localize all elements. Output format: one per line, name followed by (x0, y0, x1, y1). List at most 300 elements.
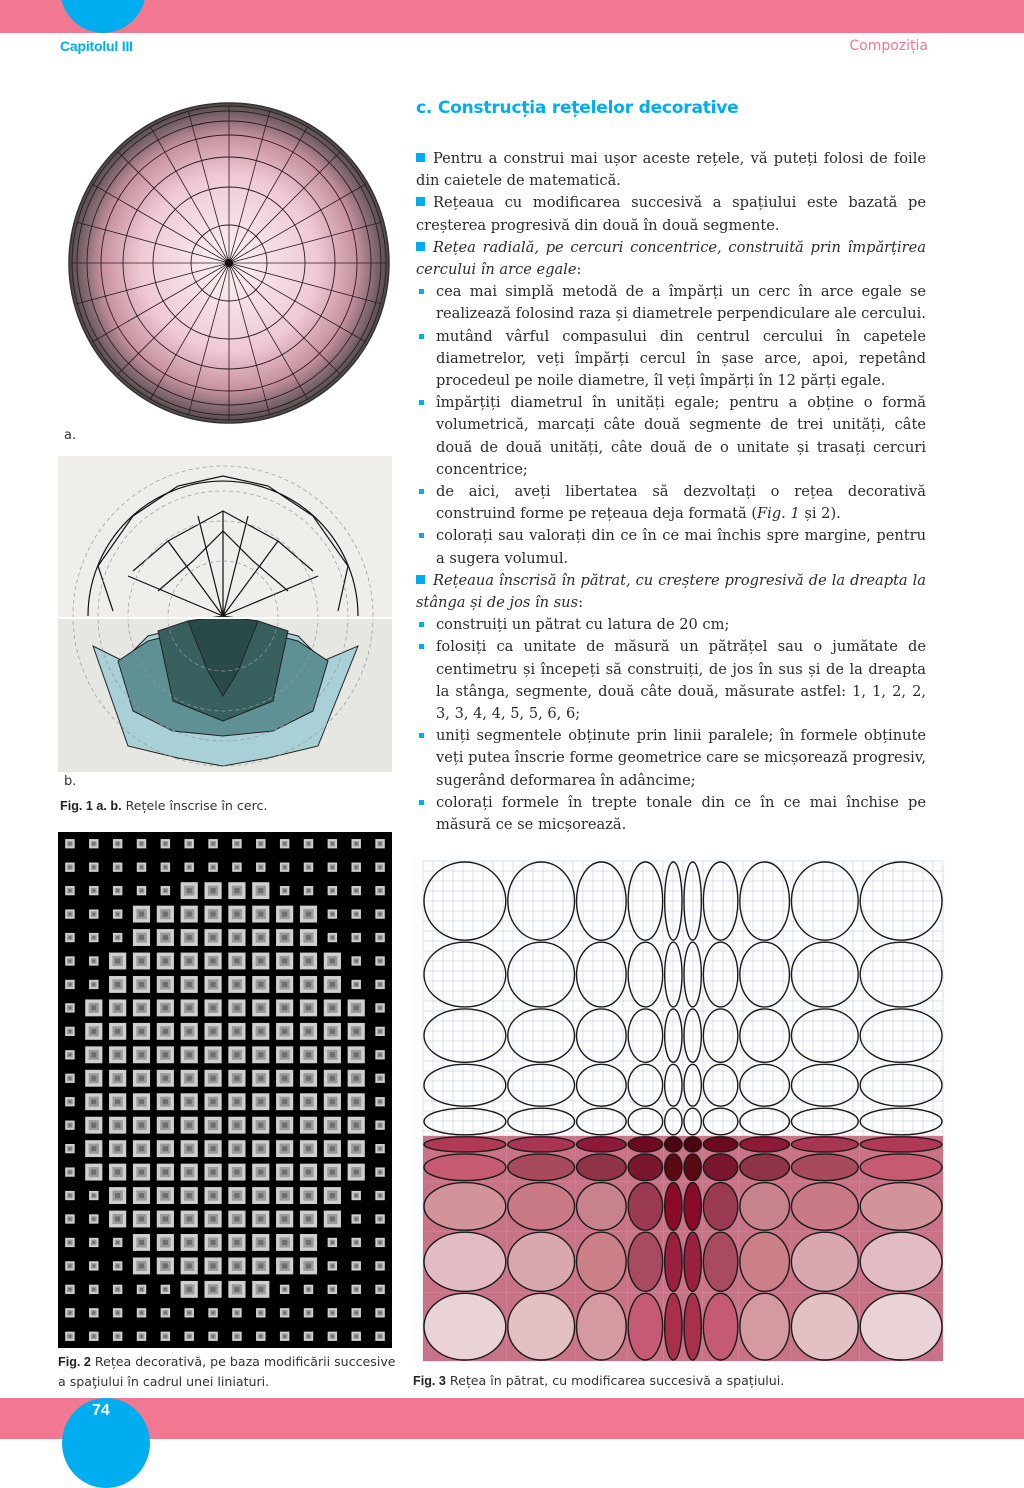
grid-tile-core (92, 1218, 95, 1221)
grid-tile-core (187, 1263, 192, 1268)
grid-tile-core (69, 960, 72, 963)
grid-tile-core (115, 1123, 120, 1128)
grid-tile-core (236, 866, 239, 869)
grid-tile-core (355, 1265, 358, 1268)
grid-tile-core (258, 1240, 263, 1245)
grid-tile-core (307, 866, 310, 869)
grid-tile-core (282, 1099, 287, 1104)
grid-tile-core (210, 1263, 215, 1268)
grid-tile-core (236, 1335, 239, 1338)
grid-tile-core (234, 1263, 239, 1268)
grid-tile-core (379, 1147, 382, 1150)
grid-tile-core (115, 1146, 120, 1151)
grid-tile-core (187, 1005, 192, 1010)
grid-tile-core (234, 1146, 239, 1151)
grid-tile-core (69, 1053, 72, 1056)
grid-ellipse (684, 1293, 701, 1360)
grid-tile-core (355, 960, 358, 963)
grid-tile-core (331, 1241, 334, 1244)
grid-tile-core (187, 1240, 192, 1245)
grid-tile-core (69, 983, 72, 986)
grid-tile-core (258, 1287, 263, 1292)
grid-tile-core (234, 1099, 239, 1104)
figure-1b-geometric-circle (58, 456, 392, 772)
grid-tile-core (379, 960, 382, 963)
grid-tile-core (163, 1263, 168, 1268)
grid-ellipse (791, 1293, 858, 1360)
grid-tile-core (69, 1265, 72, 1268)
figure-3-caption: Fig. 3 Rețea în pătrat, cu modificarea succesivă a spațiului. (413, 1373, 785, 1388)
ellipse-grid-drawing (413, 857, 953, 1365)
grid-tile-core (69, 1288, 72, 1291)
list-item: construiți un pătrat cu latura de 20 cm; (416, 614, 926, 636)
grid-tile-core (92, 866, 95, 869)
grid-tile-core (163, 1216, 168, 1221)
grid-tile-core (331, 842, 334, 845)
grid-tile-core (91, 1146, 96, 1151)
grid-tile-core (331, 1311, 334, 1314)
grid-ellipse (508, 1009, 575, 1062)
grid-tile-core (331, 866, 334, 869)
header-band (0, 0, 1024, 33)
grid-tile-core (210, 1193, 215, 1198)
grid-tile-core (307, 842, 310, 845)
grid-tile-core (139, 935, 144, 940)
grid-ellipse (684, 1009, 701, 1062)
grid-ellipse (684, 1183, 701, 1231)
grid-tile-core (259, 866, 262, 869)
grid-tile-core (258, 1216, 263, 1221)
list-item: cea mai simplă metodă de a împărți un cerc în arce egale se realizează folosind raza și diametrele perpendiculare ale cercului. (416, 281, 926, 325)
grid-ellipse (860, 1154, 942, 1181)
grid-ellipse (628, 1154, 663, 1181)
grid-tile-core (282, 982, 287, 987)
grid-tile-core (306, 1123, 311, 1128)
grid-tile-core (354, 1029, 359, 1034)
grid-tile-core (115, 982, 120, 987)
grid-tile-core (91, 1076, 96, 1081)
grid-tile-core (115, 1193, 120, 1198)
grid-tile-core (379, 1335, 382, 1338)
grid-tile-core (115, 1216, 120, 1221)
grid-tile-core (331, 1288, 334, 1291)
grid-ellipse (684, 1232, 701, 1291)
grid-ellipse (703, 1293, 738, 1360)
grid-tile-core (258, 1099, 263, 1104)
grid-tile-core (210, 1076, 215, 1081)
grid-tile-core (163, 1076, 168, 1081)
grid-tile-core (187, 982, 192, 987)
paragraph: Rețeaua cu modificarea succesivă a spațiului este bazată pe creșterea progresivă din două în două segmente. (416, 194, 926, 234)
grid-tile-core (379, 842, 382, 845)
grid-tile-core (354, 1170, 359, 1175)
grid-tile-core (187, 1052, 192, 1057)
grid-tile-core (282, 1052, 287, 1057)
grid-tile-core (212, 1335, 215, 1338)
grid-tile-core (379, 1218, 382, 1221)
grid-tile-core (379, 889, 382, 892)
grid-ellipse (860, 1009, 942, 1062)
grid-tile-core (258, 912, 263, 917)
body-text (416, 148, 926, 836)
grid-tile-core (163, 1005, 168, 1010)
grid-tile-core (116, 889, 119, 892)
grid-tile-core (234, 1193, 239, 1198)
bullet-icon (419, 622, 424, 627)
figure-1b-label: b. (64, 774, 77, 789)
grid-tile-core (282, 1240, 287, 1245)
grid-tile-core (163, 935, 168, 940)
grid-tile-core (139, 1193, 144, 1198)
grid-tile-core (306, 1052, 311, 1057)
grid-tile-core (354, 1146, 359, 1151)
grid-tile-core (306, 958, 311, 963)
grid-tile-core (258, 1052, 263, 1057)
grid-ellipse (665, 1183, 682, 1231)
grid-tile-core (163, 912, 168, 917)
grid-tile-core (379, 866, 382, 869)
grid-tile-core (69, 1218, 72, 1221)
grid-ellipse (703, 942, 738, 1007)
paragraph: Rețea radială, pe cercuri concentrice, construită prin împărțirea cercului în arce egale: (416, 238, 926, 279)
grid-tile-core (212, 842, 215, 845)
grid-tile-core (116, 842, 119, 845)
grid-tile-core (69, 1241, 72, 1244)
grid-ellipse (740, 1232, 790, 1291)
grid-tile-core (139, 1216, 144, 1221)
grid-tile-core (355, 842, 358, 845)
grid-tile-core (379, 983, 382, 986)
grid-ellipse (703, 1009, 738, 1062)
square-bullet-icon (416, 242, 425, 251)
grid-tile-core (163, 1240, 168, 1245)
grid-tile-core (163, 1123, 168, 1128)
grid-tile-core (139, 1052, 144, 1057)
grid-tile-core (355, 1335, 358, 1338)
grid-tile-core (330, 982, 335, 987)
grid-tile-core (379, 1171, 382, 1174)
grid-tile-core (116, 1311, 119, 1314)
grid-tile-core (188, 842, 191, 845)
grid-tile-core (116, 1265, 119, 1268)
grid-tile-core (330, 1193, 335, 1198)
grid-tile-core (259, 842, 262, 845)
grid-tile-core (116, 1241, 119, 1244)
grid-tile-core (236, 1311, 239, 1314)
grid-ellipse (791, 1137, 858, 1152)
grid-ellipse (665, 942, 682, 1007)
grid-ellipse (740, 1293, 790, 1360)
grid-tile-core (258, 1076, 263, 1081)
grid-tile-core (283, 866, 286, 869)
grid-tile-core (115, 1029, 120, 1034)
grid-tile-core (210, 1216, 215, 1221)
grid-tile-core (210, 1099, 215, 1104)
grid-tile-core (282, 912, 287, 917)
grid-tile-core (69, 1007, 72, 1010)
grid-tile-core (69, 1077, 72, 1080)
grid-tile-core (116, 1288, 119, 1291)
grid-tile-core (282, 1029, 287, 1034)
grid-tile-core (210, 958, 215, 963)
grid-tile-core (306, 1076, 311, 1081)
grid-ellipse (703, 1183, 738, 1231)
grid-ellipse (508, 1232, 575, 1291)
grid-tile-core (115, 1052, 120, 1057)
grid-ellipse (665, 1009, 682, 1062)
grid-ellipse (665, 1154, 682, 1181)
grid-tile-core (306, 912, 311, 917)
grid-tile-core (354, 1123, 359, 1128)
grid-tile-core (139, 1146, 144, 1151)
grid-tile-core (210, 912, 215, 917)
grid-tile-core (164, 1335, 167, 1338)
grid-tile-core (330, 1076, 335, 1081)
grid-tile-core (306, 1170, 311, 1175)
grid-tile-core (379, 1007, 382, 1010)
grid-ellipse (791, 942, 858, 1007)
grid-ellipse (424, 1154, 506, 1181)
grid-tile-core (92, 889, 95, 892)
grid-tile-core (92, 913, 95, 916)
figure-1-caption: Fig. 1 a. b. Rețele înscrise în cerc. (60, 798, 268, 813)
grid-tile-core (92, 1335, 95, 1338)
grid-tile-core (355, 1288, 358, 1291)
grid-ellipse (424, 942, 506, 1007)
grid-ellipse (508, 1183, 575, 1231)
bullet-icon (419, 334, 424, 339)
grid-tile-core (139, 1005, 144, 1010)
grid-ellipse (508, 942, 575, 1007)
bullet-icon (419, 533, 424, 538)
grid-ellipse (665, 1064, 682, 1106)
grid-tile-core (234, 1170, 239, 1175)
grid-tile-core (234, 958, 239, 963)
grid-tile-core (139, 1263, 144, 1268)
bullet-icon (419, 800, 424, 805)
grid-tile-core (355, 889, 358, 892)
grid-tile-core (91, 1052, 96, 1057)
grid-tile-core (259, 1311, 262, 1314)
list-item: de aici, aveți libertatea să dezvoltați o rețea decorativă construind forme pe rețeaua deja formată (Fig. 1 și 2). (416, 481, 926, 525)
grid-tile-core (187, 1123, 192, 1128)
grid-tile-core (140, 1335, 143, 1338)
grid-tile-core (330, 1099, 335, 1104)
grid-tile-core (379, 1124, 382, 1127)
grid-ellipse (577, 1064, 627, 1106)
grid-ellipse (665, 1137, 682, 1152)
bullet-icon (419, 289, 424, 294)
grid-tile-core (258, 935, 263, 940)
grid-tile-core (306, 1029, 311, 1034)
grid-ellipse (791, 1183, 858, 1231)
section-heading: c. Construcția rețelelor decorative (416, 98, 739, 118)
grid-tile-core (307, 889, 310, 892)
grid-tile-core (163, 1029, 168, 1034)
grid-tile-core (379, 1100, 382, 1103)
grid-ellipse (628, 1293, 663, 1360)
grid-tile-core (307, 1311, 310, 1314)
grid-tile-core (139, 1029, 144, 1034)
grid-tile-core (115, 958, 120, 963)
grid-tile-core (282, 1005, 287, 1010)
grid-tile-core (164, 1288, 167, 1291)
grid-tile-core (163, 982, 168, 987)
grid-tile-core (91, 1029, 96, 1034)
grid-tile-core (354, 1005, 359, 1010)
grid-tile-core (115, 1170, 120, 1175)
grid-tile-core (164, 866, 167, 869)
grid-ellipse (740, 1009, 790, 1062)
list-item: uniți segmentele obținute prin linii paralele; în formele obținute veți putea înscrie forme geometrice care se micșorează progresiv, sugerând deformarea în adâncime; (416, 725, 926, 792)
grid-tile-core (92, 936, 95, 939)
grid-ellipse (628, 1183, 663, 1231)
grid-tile-core (69, 1311, 72, 1314)
grid-tile-core (163, 1170, 168, 1175)
grid-tile-core (258, 1193, 263, 1198)
grid-tile-core (210, 1287, 215, 1292)
grid-tile-core (282, 1076, 287, 1081)
grid-tile-core (163, 1193, 168, 1198)
paragraph: Rețeaua înscrisă în pătrat, cu creștere progresivă de la dreapta la stânga și de jos în sus: (416, 571, 926, 612)
list-item: colorați sau valorați din ce în ce mai închis spre margine, pentru a sugera volumul. (416, 525, 926, 569)
grid-tile-core (282, 1123, 287, 1128)
grid-tile-core (282, 1216, 287, 1221)
list-item: colorați formele în trepte tonale din ce în ce mai închise pe măsură ce se micșorează. (416, 792, 926, 836)
grid-tile-core (163, 958, 168, 963)
grid-tile-core (330, 1005, 335, 1010)
grid-tile-core (258, 1146, 263, 1151)
grid-tile-core (69, 866, 72, 869)
grid-tile-core (355, 936, 358, 939)
grid-tile-core (139, 1123, 144, 1128)
grid-tile-core (187, 1146, 192, 1151)
paragraph: Pentru a construi mai ușor aceste rețele, vă puteți folosi de foile din caietele de matematică. (416, 150, 926, 190)
grid-tile-core (69, 1124, 72, 1127)
grid-ellipse (508, 1293, 575, 1360)
grid-tile-core (210, 1123, 215, 1128)
grid-tile-core (306, 1193, 311, 1198)
grid-tile-core (330, 1123, 335, 1128)
grid-tile-core (210, 982, 215, 987)
grid-ellipse (424, 1064, 506, 1106)
grid-tile-core (355, 1194, 358, 1197)
figure-2-caption: Fig. 2 Rețea decorativă, pe baza modificării succesive a spaţiului în cadrul unei liniaturi. (58, 1354, 396, 1389)
grid-tile-core (331, 913, 334, 916)
grid-tile-core (212, 866, 215, 869)
list-item: folosiți ca unitate de măsură un pătrățel sau o jumătate de centimetru și începeți să construiți, de jos în sus și de la dreapta la stânga, segmente, două câte două, măsurate astfel: 1, 1, 2, 2, 3, 3, 4, 4, 5, 5, 6, 6; (416, 636, 926, 725)
grid-ellipse (860, 1064, 942, 1106)
grid-ellipse (424, 1183, 506, 1231)
grid-tile-core (306, 1216, 311, 1221)
grid-ellipse (577, 942, 627, 1007)
grid-ellipse (740, 1183, 790, 1231)
grid-tile-core (234, 912, 239, 917)
grid-tile-core (234, 1076, 239, 1081)
grid-tile-core (379, 1077, 382, 1080)
grid-tile-core (92, 1288, 95, 1291)
grid-tile-core (282, 935, 287, 940)
grid-tile-core (116, 1335, 119, 1338)
grid-tile-core (69, 913, 72, 916)
grid-tile-core (330, 958, 335, 963)
grid-ellipse (860, 1137, 942, 1152)
square-bullet-icon (416, 575, 425, 584)
grid-ellipse (740, 1137, 790, 1152)
grid-ellipse (508, 1064, 575, 1106)
grid-tile-core (69, 1100, 72, 1103)
grid-tile-core (210, 888, 215, 893)
optical-grid-drawing (58, 832, 392, 1348)
grid-tile-core (234, 888, 239, 893)
grid-tile-core (187, 1287, 192, 1292)
grid-tile-core (331, 1265, 334, 1268)
grid-tile-core (163, 1146, 168, 1151)
grid-tile-core (379, 913, 382, 916)
grid-tile-core (187, 1029, 192, 1034)
grid-tile-core (187, 888, 192, 893)
grid-tile-core (331, 936, 334, 939)
grid-ellipse (791, 1154, 858, 1181)
page-number: 74 (92, 1402, 110, 1419)
grid-tile-core (307, 1288, 310, 1291)
grid-tile-core (355, 1311, 358, 1314)
grid-ellipse (577, 1183, 627, 1231)
grid-ellipse (703, 1137, 738, 1152)
grid-tile-core (92, 1311, 95, 1314)
grid-tile-core (164, 889, 167, 892)
grid-tile-core (258, 1123, 263, 1128)
grid-tile-core (258, 982, 263, 987)
grid-ellipse (628, 942, 663, 1007)
square-bullet-icon (416, 153, 425, 162)
grid-tile-core (69, 1171, 72, 1174)
grid-tile-core (116, 936, 119, 939)
grid-ellipse (577, 1009, 627, 1062)
grid-tile-core (212, 1311, 215, 1314)
grid-tile-core (187, 1193, 192, 1198)
grid-tile-core (69, 889, 72, 892)
figure-3-ellipse-grid (413, 857, 953, 1365)
grid-tile-core (282, 1193, 287, 1198)
grid-tile-core (283, 1335, 286, 1338)
grid-tile-core (140, 866, 143, 869)
grid-ellipse (577, 1293, 627, 1360)
grid-tile-core (282, 1263, 287, 1268)
grid-ellipse (703, 1064, 738, 1106)
grid-tile-core (234, 1240, 239, 1245)
grid-tile-core (69, 1147, 72, 1150)
grid-tile-core (306, 1240, 311, 1245)
figure-2-optical-grid (58, 832, 392, 1348)
grid-ellipse (577, 1154, 627, 1181)
grid-tile-core (355, 913, 358, 916)
grid-ellipse (791, 1009, 858, 1062)
grid-tile-core (306, 935, 311, 940)
grid-tile-core (210, 1240, 215, 1245)
grid-tile-core (258, 888, 263, 893)
grid-tile-core (379, 1311, 382, 1314)
grid-tile-core (379, 1288, 382, 1291)
grid-tile-core (187, 1099, 192, 1104)
grid-tile-core (330, 1216, 335, 1221)
grid-tile-core (115, 1005, 120, 1010)
grid-tile-core (283, 1288, 286, 1291)
grid-tile-core (164, 1311, 167, 1314)
grid-tile-core (164, 842, 167, 845)
grid-tile-core (258, 1005, 263, 1010)
grid-tile-core (306, 982, 311, 987)
